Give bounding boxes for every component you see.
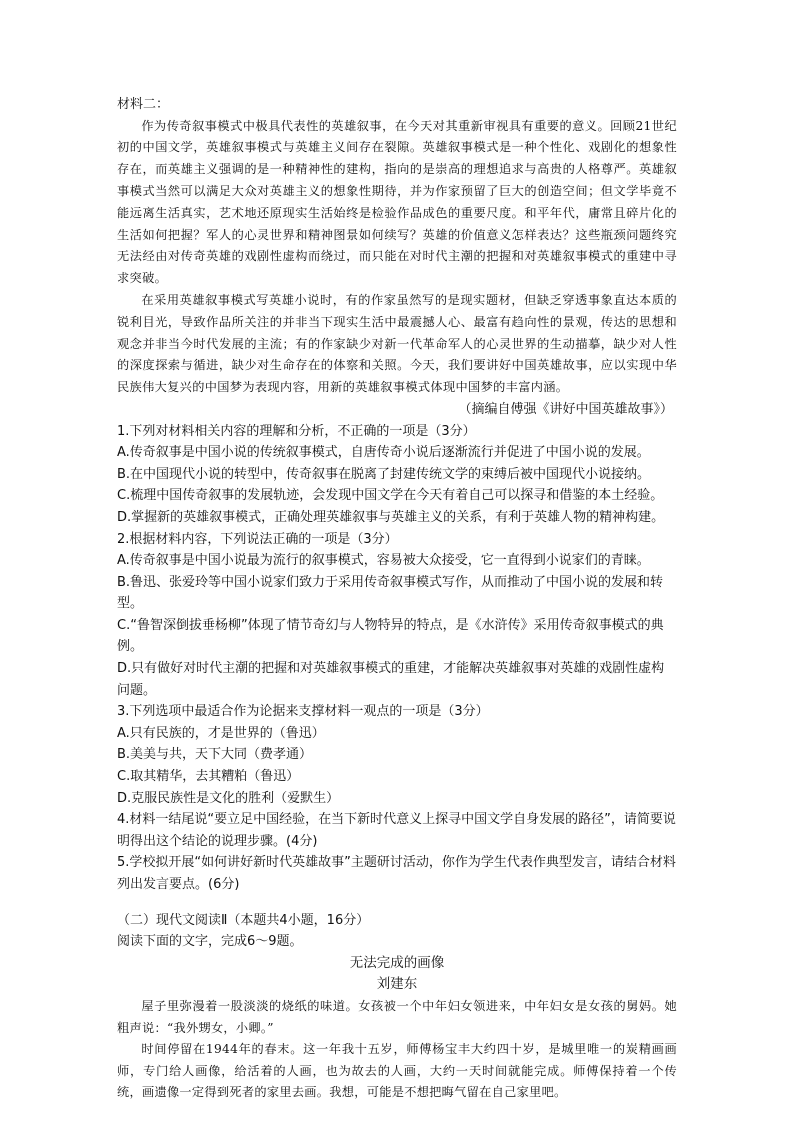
option-a: A.传奇叙事是中国小说的传统叙事模式，自唐传奇小说后逐渐流行并促进了中国小说的发展。 [117, 445, 650, 461]
question-5: 5.学校拟开展“如何讲好新时代英雄故事”主题研讨活动，你作为学生代表作典型发言，请结合材料列出发言要点。(6分) [117, 855, 676, 893]
option-c: C.梳理中国传奇叙事的发展轨迹，会发现中国文学在今天有着自己可以探寻和借鉴的本土经验。 [117, 488, 664, 504]
question-3 [117, 701, 677, 809]
question-2 [117, 529, 677, 702]
option-b: B.美美与共，天下大同（费孝通） [117, 747, 313, 763]
section-heading: （二）现代文阅读Ⅱ（本题共4小题，16分） [117, 912, 370, 928]
question-stem: 2.根据材料内容，下列说法正确的一项是（3分） [117, 531, 398, 547]
question-4: 4.材料一结尾说“要立足中国经验，在当下新时代意义上探寻中国文学自身发展的路径”，请简要说明得出这个结论的说理步骤。(4分) [117, 812, 676, 849]
material-paragraph: 在采用英雄叙事模式写英雄小说时，有的作家虽然写的是现实题材，但缺乏穿透事象直达本质的锐利目光，导致作品所关注的并非当下现实生活中最震撼人心、最富有趋向性的景观，传达的思想和观念并非当今时代发展的主流；有的作家缺少对新一代革命军人的心灵世界的生动描摹，缺少对人性的深度探索与循进，缺少对生命存在的体察和关照。今天，我们要讲好中国英雄故事，应以实现中华民族伟大复兴的中国梦为表现内容，用新的英雄叙事模式体现中国梦的丰富内涵。 [117, 292, 677, 395]
material-paragraph: 作为传奇叙事模式中极具代表性的英雄叙事，在今天对其重新审视具有重要的意义。回顾21世纪初的中国文学，英雄叙事模式与英雄主义间存在裂隙。英雄叙事模式是一种个性化、戏剧化的想象性存在，而英雄主义强调的是一种精神性的建构，指向的是崇高的理想追求与高贵的人格尊严。英雄叙事模式当然可以满足大众对英雄主义的想象性期待，并为作家预留了巨大的创造空间；但文学毕竟不能远离生活真实，艺术地还原现实生活始终是检验作品成色的重要尺度。和平年代，庸常且碎片化的生活如何把握？军人的心灵世界和精神图景如何续写？英雄的价值意义怎样表达？这些瓶颈问题终究无法经由对传奇英雄的戏剧性虚构而绕过，而只能在对时代主潮的把握和对英雄叙事模式的重建中寻求突破。 [117, 118, 677, 286]
exam-page [117, 94, 677, 1104]
story-paragraph: 屋子里弥漫着一股淡淡的烧纸的味道。女孩被一个中年妇女领进来，中年妇女是女孩的舅妈。她粗声说：“我外甥女，小卿。” [117, 998, 677, 1035]
option-c: C.取其精华，去其糟粕（鲁迅） [117, 769, 300, 785]
material-body [117, 116, 677, 399]
option-a: A.只有民族的，才是世界的（鲁迅） [117, 725, 325, 741]
section-2 [117, 910, 677, 1104]
material-label: 材料二： [117, 97, 170, 112]
option-a: A.传奇叙事是中国小说最为流行的叙事模式，容易被大众接受，它一直得到小说家们的青睐。 [117, 553, 650, 569]
question-stem: 1.下列对材料相关内容的理解和分析，不正确的一项是（3分） [117, 423, 476, 439]
question-1 [117, 421, 677, 529]
section-instruction: 阅读下面的文字，完成6～9题。 [117, 934, 303, 950]
story-paragraph: 时间停留在1944年的春末。这一年我十五岁，师傅杨宝丰大约四十岁，是城里唯一的炭精画画师，专门给人画像，给活着的人画，也为故去的人画，大约一天时间就能完成。师傅保持着一个传统，画遗像一定得到死者的家里去画。我想，可能是不想把晦气留在自己家里吧。 [117, 1042, 677, 1100]
option-b: B.在中国现代小说的转型中，传奇叙事在脱离了封建传统文学的束缚后被中国现代小说接纳。 [117, 466, 651, 482]
option-d: D.克服民族性是文化的胜利（爱默生） [117, 790, 340, 806]
option-c: C.“鲁智深倒拔垂杨柳”体现了情节奇幻与人物特异的特点，是《水浒传》采用传奇叙事模式的典例。 [117, 617, 664, 655]
option-d: D.只有做好对时代主潮的把握和对英雄叙事模式的重建，才能解决英雄叙事对英雄的戏剧性虚构问题。 [117, 661, 665, 698]
option-d: D.掌握新的英雄叙事模式，正确处理英雄叙事与英雄主义的关系，有利于英雄人物的精神构建。 [117, 509, 665, 525]
story-title: 无法完成的画像 [349, 954, 445, 971]
question-stem: 3.下列选项中最适合作为论据来支撑材料一观点的一项是（3分） [117, 704, 489, 720]
source-citation: （摘编自傅强《讲好中国英雄故事》） [458, 401, 673, 417]
section-spacer [117, 896, 677, 910]
option-b: B.鲁迅、张爱玲等中国小说家们致力于采用传奇叙事模式写作，从而推动了中国小说的发展和转型。 [117, 574, 664, 612]
story-author: 刘建东 [376, 976, 418, 993]
